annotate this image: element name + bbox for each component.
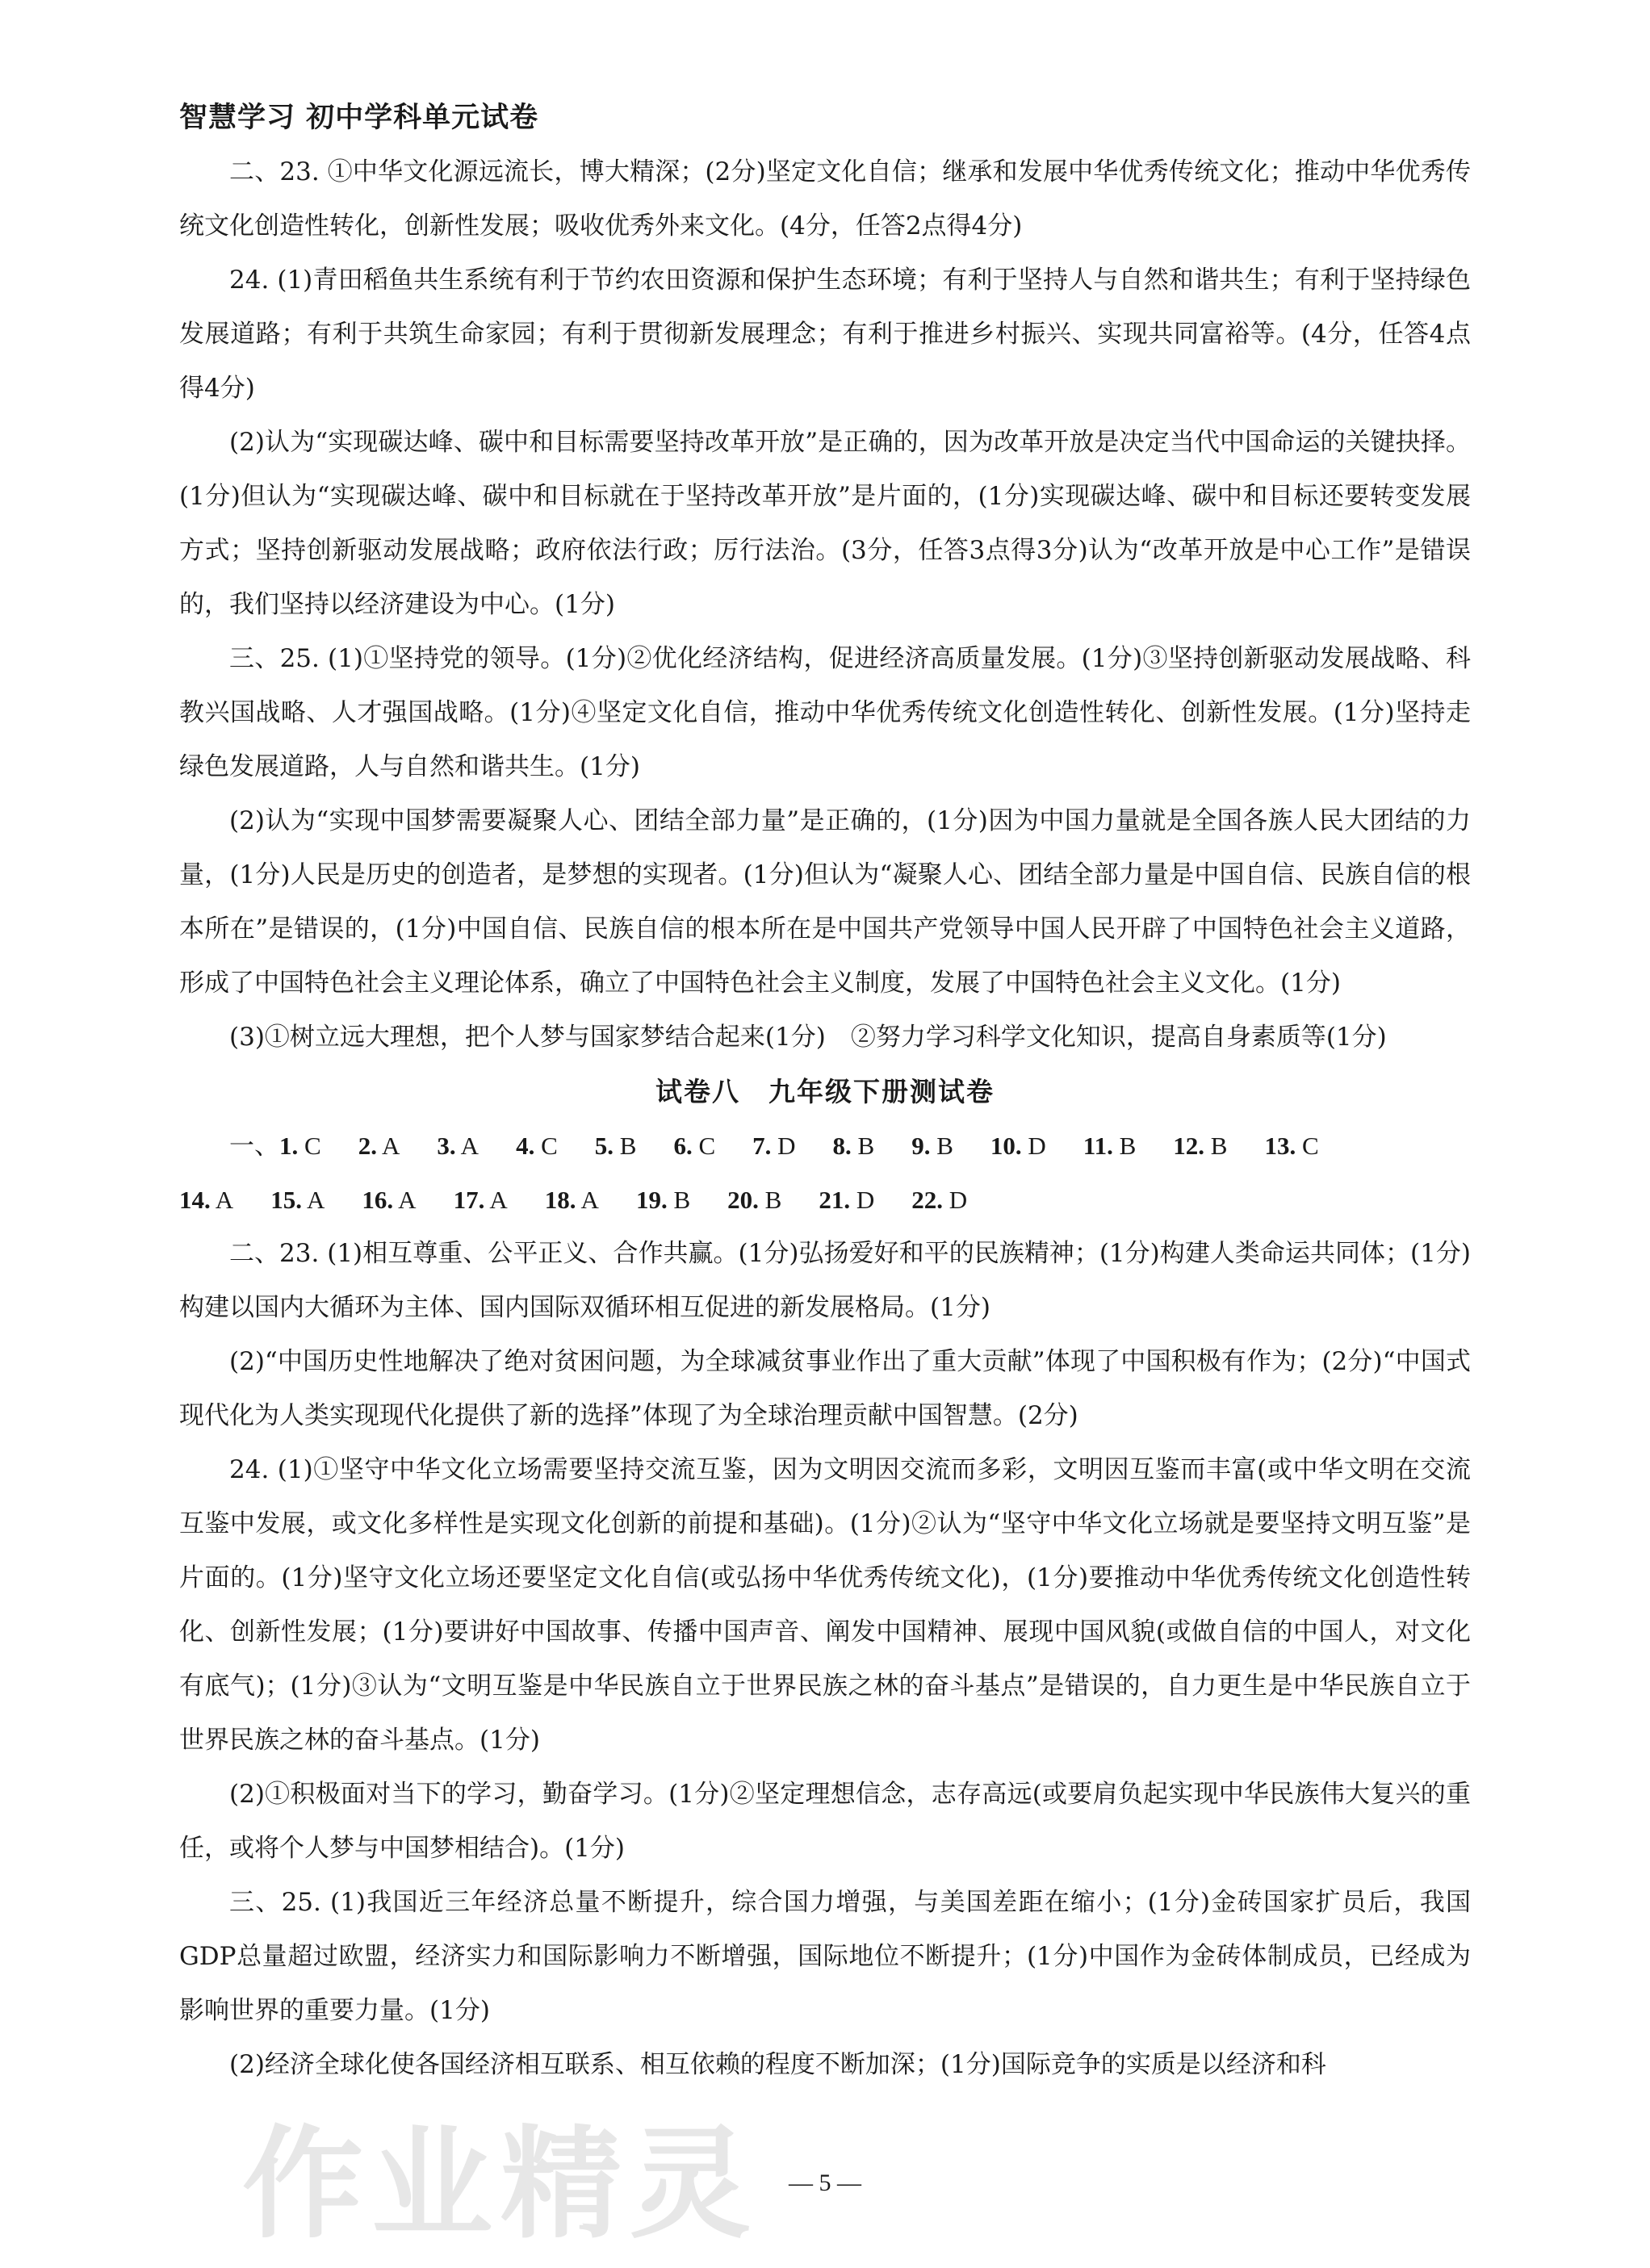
page-number: — 5 — xyxy=(789,2170,861,2196)
section-title: 试卷八 九年级下册测试卷 xyxy=(655,1076,995,1107)
answer-paragraph: (2)认为“实现碳达峰、碳中和目标需要坚持改革开放”是正确的，因为改革开放是决定当代中国命运的关键抉择。(1分)但认为“实现碳达峰、碳中和目标就在于坚持改革开放”是片面的，(1分)实现碳达峰、碳中和目标还要转变发展方式；坚持创新驱动发展战略；政府依法行政；厉行法治。(3分，任答3点得3分)认为“改革开放是中心工作”是错误的，我们坚持以经济建设为中心。(1分) xyxy=(179,428,1471,619)
multiple-choice-answers-line-1 xyxy=(179,1119,1471,1173)
answer-paragraph: (2)①积极面对当下的学习，勤奋学习。(1分)②坚定理想信念，志存高远(或要肩负起实现中华民族伟大复兴的重任，或将个人梦与中国梦相结合)。(1分) xyxy=(179,1780,1471,1863)
mc-answer-letter: A xyxy=(460,1132,480,1160)
mc-answer-letter: A xyxy=(306,1186,325,1214)
mc-answer-letter: D xyxy=(1028,1132,1046,1160)
mc-answer-letter: D xyxy=(949,1186,968,1214)
mc-question-number: 3. xyxy=(437,1132,456,1160)
mc-answer-letter: D xyxy=(777,1132,796,1160)
mc-question-number: 12. xyxy=(1173,1132,1205,1160)
mc-question-number: 2. xyxy=(358,1132,377,1160)
answer-paragraph: 三、25. (1)①坚持党的领导。(1分)②优化经济结构，促进经济高质量发展。(1分)③坚持创新驱动发展战略、科教兴国战略、人才强国战略。(1分)④坚定文化自信，推动中华优秀传统文化创造性转化、创新性发展。(1分)坚持走绿色发展道路，人与自然和谐共生。(1分) xyxy=(179,644,1471,781)
mc-answer-item xyxy=(595,1132,637,1160)
mc-answer-letter: B xyxy=(857,1132,875,1160)
mc-answer-letter: B xyxy=(1119,1132,1137,1160)
mc-question-number: 14. xyxy=(179,1186,211,1214)
mc-question-number: 1. xyxy=(279,1132,299,1160)
multiple-choice-answers-line-2 xyxy=(179,1173,1471,1227)
mc-answer-letter: A xyxy=(381,1132,400,1160)
mc-answer-letter: C xyxy=(1301,1132,1319,1160)
mc-answer-item xyxy=(1264,1132,1318,1160)
mc-answer-item xyxy=(911,1132,953,1160)
mc-answer-item xyxy=(752,1132,795,1160)
mc-answer-item xyxy=(279,1132,321,1160)
answer-paragraph: 二、23. ①中华文化源远流长，博大精深；(2分)坚定文化自信；继承和发展中华优秀传统文化；推动中华优秀传统文化创造性转化，创新性发展；吸收优秀外来文化。(4分，任答2点得4分) xyxy=(179,157,1471,241)
mc-answer-item xyxy=(362,1186,416,1214)
mc-answer-item xyxy=(636,1186,690,1214)
mc-question-number: 15. xyxy=(270,1186,302,1214)
mc-answer-letter: B xyxy=(1210,1132,1228,1160)
answer-paragraph: (2)“中国历史性地解决了绝对贫困问题，为全球减贫事业作出了重大贡献”体现了中国积极有作为；(2分)“中国式现代化为人类实现现代化提供了新的选择”体现了为全球治理贡献中国智慧。(2分) xyxy=(179,1347,1471,1430)
answer-paragraph: (3)①树立远大理想，把个人梦与国家梦结合起来(1分) ②努力学习科学文化知识，提高自身素质等(1分) xyxy=(229,1023,1387,1052)
mc-answer-item xyxy=(1083,1132,1136,1160)
mc-question-number: 17. xyxy=(453,1186,485,1214)
mc-question-number: 21. xyxy=(819,1186,851,1214)
answer-paragraph: 24. (1)青田稻鱼共生系统有利于节约农田资源和保护生态环境；有利于坚持人与自然和谐共生；有利于坚持绿色发展道路；有利于共筑生命家园；有利于贯彻新发展理念；有利于推进乡村振兴、实现共同富裕等。(4分，任答4点得4分) xyxy=(179,266,1471,403)
mc-answer-letter: A xyxy=(489,1186,508,1214)
mc-question-number: 9. xyxy=(911,1132,931,1160)
mc-question-number: 19. xyxy=(635,1186,668,1214)
mc-answer-item xyxy=(819,1186,874,1214)
mc-answer-letter: A xyxy=(215,1186,234,1214)
mc-answer-letter: A xyxy=(398,1186,417,1214)
mc-question-number: 7. xyxy=(752,1132,772,1160)
mc-question-number: 18. xyxy=(544,1186,576,1214)
answer-paragraph: (2)认为“实现中国梦需要凝聚人心、团结全部力量”是正确的，(1分)因为中国力量就是全国各族人民大团结的力量，(1分)人民是历史的创造者，是梦想的实现者。(1分)但认为“凝聚人心、团结全部力量是中国自信、民族自信的根本所在”是错误的，(1分)中国自信、民族自信的根本所在是中国共产党领导中国人民开辟了中国特色社会主义道路，形成了中国特色社会主义理论体系，确立了中国特色社会主义制度，发展了中国特色社会主义文化。(1分) xyxy=(179,806,1471,998)
mc-answer-letter: B xyxy=(673,1186,691,1214)
mc-answer-letter: B xyxy=(764,1186,782,1214)
mc-answer-item xyxy=(911,1186,967,1214)
running-header: 智慧学习 初中学科单元试卷 xyxy=(179,102,539,134)
mc-question-number: 16. xyxy=(362,1186,394,1214)
mc-answer-item xyxy=(990,1132,1046,1160)
mc-question-number: 6. xyxy=(673,1132,693,1160)
mc-answer-letter: C xyxy=(541,1132,558,1160)
mc-question-number: 11. xyxy=(1083,1132,1113,1160)
mc-question-number: 4. xyxy=(516,1132,535,1160)
mc-answer-letter: B xyxy=(936,1132,953,1160)
mc-answer-item xyxy=(437,1132,479,1160)
answer-paragraph: 三、25. (1)我国近三年经济总量不断提升，综合国力增强，与美国差距在缩小；(1分)金砖国家扩员后，我国GDP总量超过欧盟，经济实力和国际影响力不断增强，国际地位不断提升；(1分)中国作为金砖体制成员，已经成为影响世界的重要力量。(1分) xyxy=(179,1888,1471,2025)
answer-content xyxy=(179,145,1471,2092)
mc-answer-item xyxy=(358,1132,400,1160)
mc-answer-letter: C xyxy=(698,1132,716,1160)
mc-answer-item xyxy=(727,1186,781,1214)
mc-answer-item xyxy=(454,1186,508,1214)
mc-answer-item xyxy=(179,1186,233,1214)
mc-answer-letter: C xyxy=(304,1132,321,1160)
mc-answer-item xyxy=(1173,1132,1227,1160)
mc-question-number: 5. xyxy=(594,1132,614,1160)
watermark: 作业精灵 xyxy=(242,2115,760,2255)
mc-question-number: 10. xyxy=(990,1132,1022,1160)
mc-answer-letter: B xyxy=(619,1132,637,1160)
answer-paragraph: 24. (1)①坚守中华文化立场需要坚持交流互鉴，因为文明因交流而多彩，文明因互鉴而丰富(或中华文明在交流互鉴中发展，或文化多样性是实现文化创新的前提和基础)。(1分)②认为“坚守中华文化立场就是要坚持文明互鉴”是片面的。(1分)坚守文化立场还要坚定文化自信(或弘扬中华优秀传统文化)，(1分)要推动中华优秀传统文化创造性转化、创新性发展；(1分)要讲好中国故事、传播中国声音、阐发中国精神、展现中国风貌(或做自信的中国人，对文化有底气)；(1分)③认为“文明互鉴是中华民族自立于世界民族之林的奋斗基点”是错误的，自力更生是中华民族自立于世界民族之林的奋斗基点。(1分) xyxy=(179,1455,1471,1755)
mc-answer-item xyxy=(545,1186,599,1214)
mc-question-number: 22. xyxy=(911,1186,943,1214)
mc-question-number: 8. xyxy=(832,1132,852,1160)
mc-question-number: 20. xyxy=(727,1186,759,1214)
mc-answer-item xyxy=(270,1186,325,1214)
mc-answer-letter: D xyxy=(856,1186,875,1214)
mc-answer-letter: A xyxy=(580,1186,599,1214)
mc-question-number: 13. xyxy=(1264,1132,1296,1160)
mc-prefix: 一、 xyxy=(229,1132,279,1160)
answer-paragraph: (2)经济全球化使各国经济相互联系、相互依赖的程度不断加深；(1分)国际竞争的实质是以经济和科 xyxy=(229,2050,1326,2079)
mc-answer-item xyxy=(516,1132,558,1160)
answer-paragraph: 二、23. (1)相互尊重、公平正义、合作共赢。(1分)弘扬爱好和平的民族精神；(1分)构建人类命运共同体；(1分)构建以国内大循环为主体、国内国际双循环相互促进的新发展格局。(1分) xyxy=(179,1239,1471,1322)
mc-answer-item xyxy=(673,1132,715,1160)
mc-answer-item xyxy=(833,1132,875,1160)
